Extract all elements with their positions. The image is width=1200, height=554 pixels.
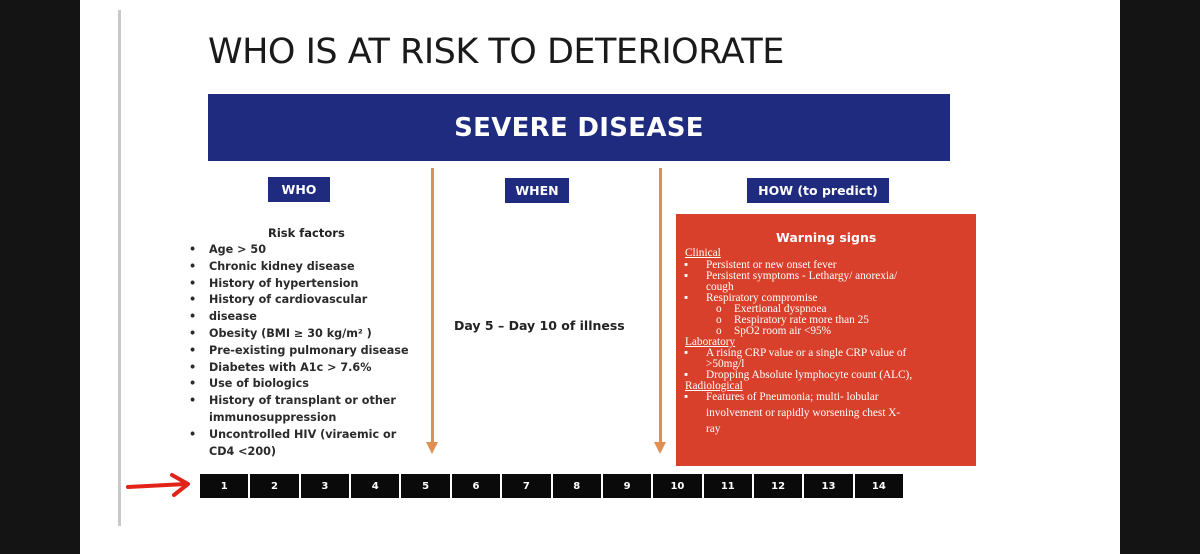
day-tick: 2	[250, 474, 300, 498]
warning-line: involvement or rapidly worsening chest X-	[706, 407, 901, 419]
how-header: HOW (to predict)	[747, 178, 889, 203]
warning-line: Dropping Absolute lymphocyte count (ALC),	[706, 369, 913, 381]
bullet-icon: ▪	[684, 292, 689, 304]
day-tick: 11	[704, 474, 754, 498]
day-tick: 7	[502, 474, 552, 498]
divider-arrowhead-right-icon	[654, 442, 666, 454]
day-tick: 1	[200, 474, 250, 498]
list-item: • Pre-existing pulmonary disease	[189, 343, 409, 357]
list-item: • Chronic kidney disease	[189, 259, 355, 273]
day-tick: 14	[871, 480, 886, 492]
slide-title: WHO IS AT RISK TO DETERIORATE	[208, 32, 784, 72]
bullet-icon: ▪	[684, 347, 689, 359]
list-item: CD4 <200)	[209, 444, 277, 458]
warning-signs-title: Warning signs	[776, 230, 877, 245]
day-tick: 9	[603, 474, 653, 498]
list-item: • History of cardiovascular	[189, 293, 368, 307]
day-tick: 8	[553, 474, 603, 498]
divider-arrow-left	[431, 168, 434, 444]
warning-line: Persistent symptoms - Lethargy/ anorexia/	[706, 270, 898, 282]
list-item: • disease	[189, 310, 257, 324]
list-item: • Age > 50	[189, 243, 266, 256]
day-tick: 12	[754, 474, 804, 498]
bullet-icon: ▪	[684, 369, 689, 381]
risk-factors-list	[188, 242, 409, 460]
day-tick: 13	[804, 474, 854, 498]
day-tick: 10	[653, 474, 703, 498]
risk-factors-heading: Risk factors	[268, 226, 345, 240]
pointer-arrow-icon	[124, 472, 196, 500]
warning-line: Features of Pneumonia; multi- lobular	[706, 391, 879, 403]
warning-line: Respiratory compromise	[706, 292, 818, 304]
when-header: WHEN	[505, 178, 569, 203]
warning-line: cough	[706, 281, 734, 293]
bullet-icon: ▪	[684, 391, 689, 403]
list-item: immunosuppression	[209, 410, 337, 424]
list-item: • History of transplant or other	[189, 394, 396, 408]
warning-line: Respiratory rate more than 25	[734, 314, 869, 326]
warning-line: SpO2 room air <95%	[734, 325, 832, 337]
day-tick: 3	[301, 474, 351, 498]
circle-bullet-icon: o	[716, 303, 722, 315]
list-item: • Uncontrolled HIV (viraemic or	[189, 427, 397, 441]
list-item: • Use of biologics	[189, 377, 309, 391]
divider-arrow-right	[659, 168, 662, 444]
scroll-edge-line	[118, 10, 121, 526]
day-tick: 5	[401, 474, 451, 498]
when-text: Day 5 – Day 10 of illness	[454, 318, 625, 333]
bullet-icon: ▪	[684, 259, 689, 271]
circle-bullet-icon: o	[716, 325, 722, 337]
section-clinical: Clinical	[685, 247, 721, 259]
day-tick: 6	[452, 474, 502, 498]
severe-disease-banner: SEVERE DISEASE	[208, 94, 950, 161]
warning-signs-box	[676, 214, 976, 466]
warning-line: >50mg/l	[706, 358, 745, 370]
section-radiological: Radiological	[685, 380, 743, 392]
divider-arrowhead-left-icon	[426, 442, 438, 454]
list-item: • Diabetes with A1c > 7.6%	[189, 360, 372, 374]
circle-bullet-icon: o	[716, 314, 722, 326]
section-laboratory: Laboratory	[685, 336, 736, 348]
bullet-icon: ▪	[684, 270, 689, 282]
warning-line: ray	[706, 423, 721, 435]
list-item: • Obesity (BMI ≥ 30 kg/m² )	[189, 326, 372, 340]
day-timeline	[200, 474, 903, 498]
warning-line: A rising CRP value or a single CRP value of	[706, 347, 907, 359]
warning-line: Persistent or new onset fever	[706, 259, 837, 271]
warning-line: Exertional dyspnoea	[734, 303, 827, 315]
day-tick: 4	[351, 474, 401, 498]
list-item: • History of hypertension	[189, 276, 359, 290]
who-header: WHO	[268, 177, 330, 202]
